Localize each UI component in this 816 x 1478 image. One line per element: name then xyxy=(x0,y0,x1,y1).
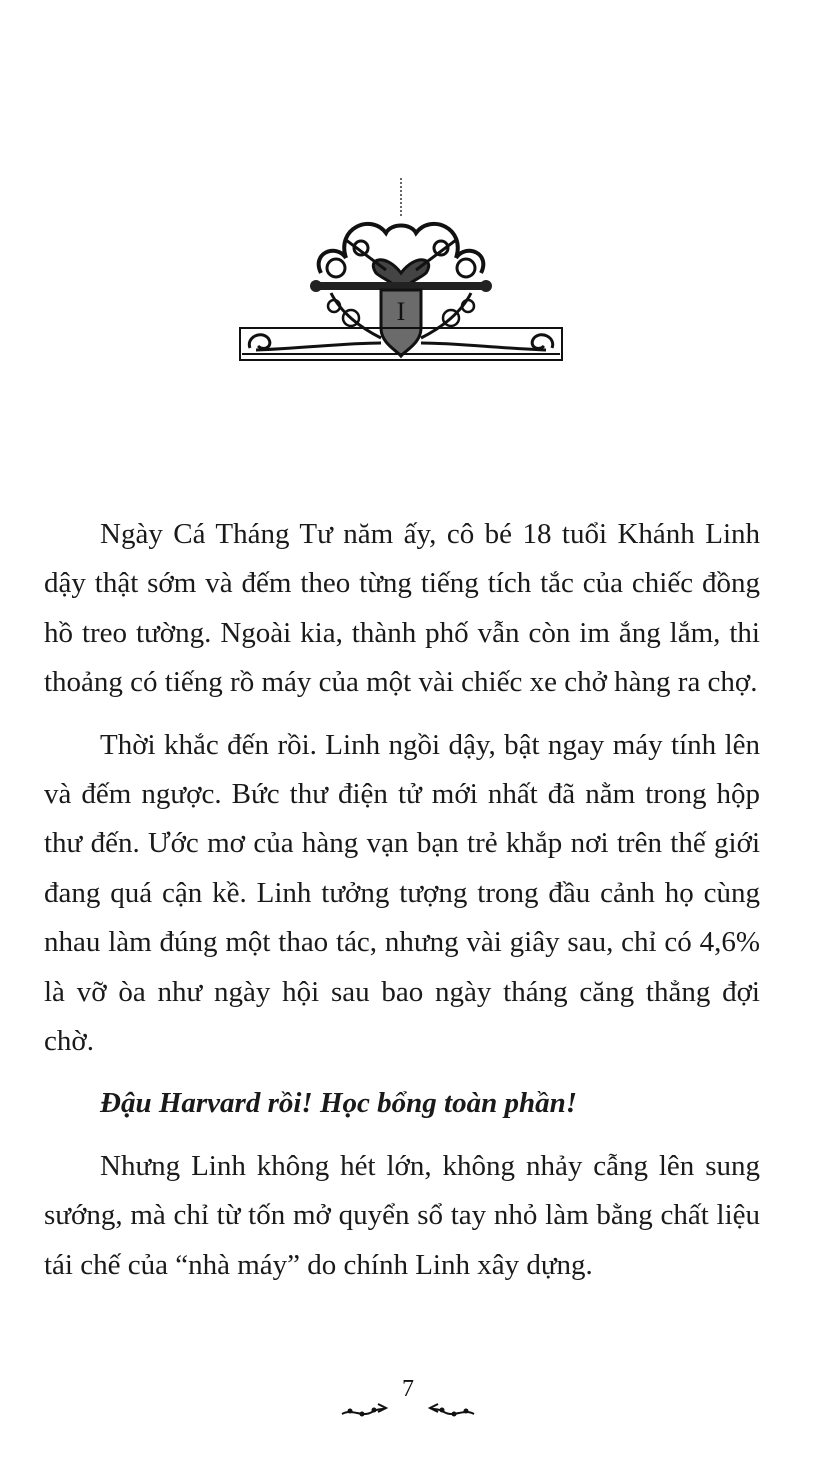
vine-flourish-icon xyxy=(430,1404,474,1417)
wrought-iron-crest-icon xyxy=(236,178,566,368)
chapter-body xyxy=(44,510,760,1303)
paragraph: Thời khắc đến rồi. Linh ngồi dậy, bật ngay máy tính lên và đếm ngược. Bức thư điện tử mới nhất đã nằm trong hộp thư đến. Ước mơ của hàng vạn bạn trẻ khắp nơi trên thế giới đang quá cận kề. Linh tưởng tượng trong đầu cảnh họ cùng nhau làm đúng một thao tác, nhưng vài giây sau, chỉ có 4,6% là vỡ òa như ngày hội sau bao ngày tháng căng thẳng đợi chờ. xyxy=(44,728,760,1058)
vine-flourish-icon xyxy=(342,1404,386,1417)
paragraph: Nhưng Linh không hét lớn, không nhảy cẫng lên sung sướng, mà chỉ từ tốn mở quyển sổ tay nhỏ làm bằng chất liệu tái chế của “nhà máy” do chính Linh xây dựng. xyxy=(44,1149,760,1281)
chapter-number: I xyxy=(396,297,406,326)
emphasized-paragraph: Đậu Harvard rồi! Học bổng toàn phần! xyxy=(100,1087,577,1120)
chapter-ornament xyxy=(236,178,566,368)
paragraph: Ngày Cá Tháng Tư năm ấy, cô bé 18 tuổi Khánh Linh dậy thật sớm và đếm theo từng tiếng tích tắc của chiếc đồng hồ treo tường. Ngoài kia, thành phố vẫn còn im ắng lắm, thi thoảng có tiếng rồ máy của một vài chiếc xe chở hàng ra chợ. xyxy=(44,518,760,699)
page-number: 7 xyxy=(402,1376,414,1402)
